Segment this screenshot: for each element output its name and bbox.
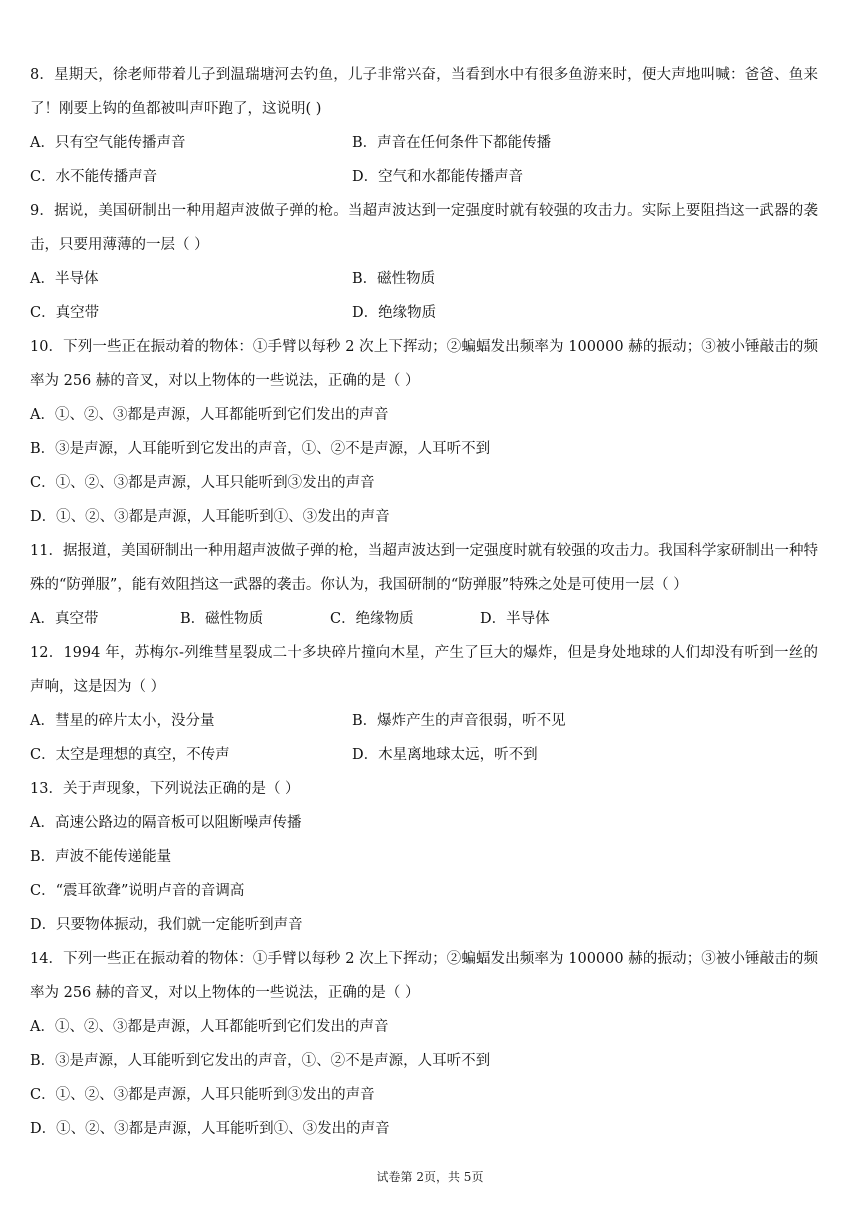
option-a: A．①、②、③都是声源，人耳都能听到它们发出的声音 [30, 407, 389, 423]
option-a: A．①、②、③都是声源，人耳都能听到它们发出的声音 [30, 1019, 389, 1035]
option-c: C．绝缘物质 [330, 611, 414, 627]
option-b: B．③是声源，人耳能听到它发出的声音，①、②不是声源，人耳听不到 [30, 441, 491, 457]
option-b: B．声音在任何条件下都能传播 [352, 135, 552, 151]
options-grid [30, 262, 818, 330]
option-c: C．水不能传播声音 [30, 169, 158, 185]
options-row [30, 602, 818, 636]
question-list [30, 58, 818, 1146]
option-d: D．半导体 [480, 611, 550, 627]
option-c: C．太空是理想的真空，不传声 [30, 747, 230, 763]
options-list [30, 398, 818, 534]
question-stem: 10．下列一些正在振动着的物体：①手臂以每秒 2 次上下挥动；②蝙蝠发出频率为 100000 赫的振动；③被小锤敲击的频率为 256 赫的音叉，对以上物体的一些说法，正确的是（ ） [30, 339, 818, 389]
option-b: B．磁性物质 [180, 611, 264, 627]
option-b: B．爆炸产生的声音很弱，听不见 [352, 713, 566, 729]
question-stem: 11．据报道，美国研制出一种用超声波做子弹的枪，当超声波达到一定强度时就有较强的攻击力。我国科学家研制出一种特殊的“防弹服”，能有效阻挡这一武器的袭击。你认为，我国研制的“防弹服”特殊之处是可使用一层（ ） [30, 543, 818, 593]
question-11 [30, 534, 818, 636]
question-9 [30, 194, 818, 330]
option-d: D．木星离地球太远，听不到 [352, 747, 538, 763]
option-d: D．空气和水都能传播声音 [352, 169, 524, 185]
question-stem: 8．星期天，徐老师带着儿子到温瑞塘河去钓鱼，儿子非常兴奋，当看到水中有很多鱼游来时，便大声地叫喊：爸爸、鱼来了！刚要上钩的鱼都被叫声吓跑了，这说明( ) [30, 67, 818, 117]
question-stem: 14．下列一些正在振动着的物体：①手臂以每秒 2 次上下挥动；②蝙蝠发出频率为 100000 赫的振动；③被小锤敲击的频率为 256 赫的音叉，对以上物体的一些说法，正确的是（ ） [30, 951, 818, 1001]
option-c: C．①、②、③都是声源，人耳只能听到③发出的声音 [30, 1087, 375, 1103]
option-a: A．彗星的碎片太小，没分量 [30, 713, 215, 729]
question-stem: 12．1994 年，苏梅尔-列维彗星裂成二十多块碎片撞向木星，产生了巨大的爆炸，但是身处地球的人们却没有听到一丝的声响，这是因为（ ） [30, 645, 818, 695]
question-10 [30, 330, 818, 534]
option-a: A．高速公路边的隔音板可以阻断噪声传播 [30, 815, 302, 831]
options-list [30, 1010, 818, 1146]
option-b: B．声波不能传递能量 [30, 849, 172, 865]
options-grid [30, 126, 818, 194]
option-c: C．①、②、③都是声源，人耳只能听到③发出的声音 [30, 475, 375, 491]
option-d: D．①、②、③都是声源，人耳能听到①、③发出的声音 [30, 1121, 390, 1137]
question-stem: 9．据说，美国研制出一种用超声波做子弹的枪。当超声波达到一定强度时就有较强的攻击力。实际上要阻挡这一武器的袭击，只要用薄薄的一层（ ） [30, 203, 818, 253]
question-stem: 13．关于声现象，下列说法正确的是（ ） [30, 781, 300, 797]
option-d: D．①、②、③都是声源，人耳能听到①、③发出的声音 [30, 509, 390, 525]
option-a: A．半导体 [30, 271, 99, 287]
option-b: B．磁性物质 [352, 271, 436, 287]
option-d: D．只要物体振动，我们就一定能听到声音 [30, 917, 303, 933]
option-d: D．绝缘物质 [352, 305, 437, 321]
option-c: C．“震耳欲聋”说明卢音的音调高 [30, 883, 245, 899]
options-list [30, 806, 818, 942]
question-14 [30, 942, 818, 1146]
question-13 [30, 772, 818, 942]
page-footer: 试卷第 2页，共 5页 [376, 1170, 484, 1184]
option-b: B．③是声源，人耳能听到它发出的声音，①、②不是声源，人耳听不到 [30, 1053, 491, 1069]
option-a: A．只有空气能传播声音 [30, 135, 186, 151]
option-c: C．真空带 [30, 305, 100, 321]
question-12 [30, 636, 818, 772]
option-a: A．真空带 [30, 611, 99, 627]
question-8 [30, 58, 818, 194]
options-grid [30, 704, 818, 772]
